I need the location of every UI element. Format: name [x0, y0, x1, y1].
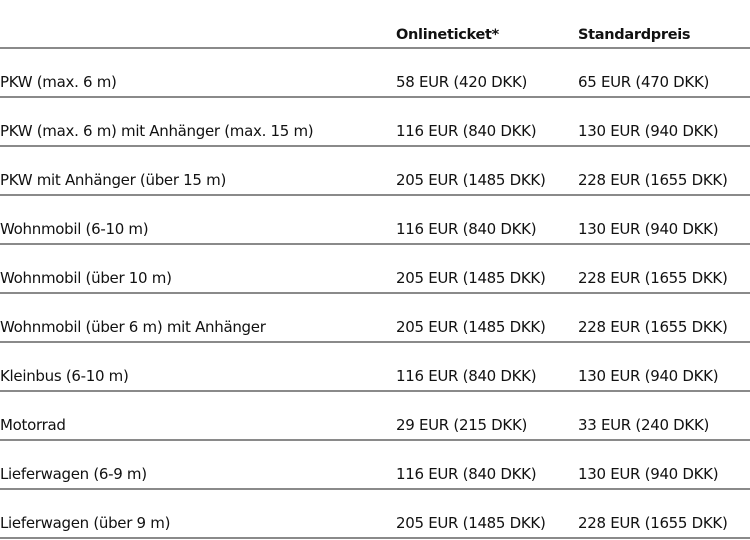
standard-price-cell: 228 EUR (1655 DKK)	[578, 171, 728, 189]
standard-price-cell: 130 EUR (940 DKK)	[578, 367, 719, 385]
online-price-cell: 205 EUR (1485 DKK)	[396, 269, 546, 287]
standard-price-cell: 228 EUR (1655 DKK)	[578, 269, 728, 287]
table-row	[0, 441, 750, 490]
online-price-cell: 116 EUR (840 DKK)	[396, 465, 537, 483]
table-row	[0, 49, 750, 98]
table-row	[0, 343, 750, 392]
online-price-cell: 116 EUR (840 DKK)	[396, 122, 537, 140]
online-price-cell: 205 EUR (1485 DKK)	[396, 171, 546, 189]
table-row	[0, 147, 750, 196]
standard-price-cell: 33 EUR (240 DKK)	[578, 416, 710, 434]
vehicle-cell: Wohnmobil (über 10 m)	[0, 269, 172, 287]
standard-price-cell: 130 EUR (940 DKK)	[578, 122, 719, 140]
vehicle-cell: PKW mit Anhänger (über 15 m)	[0, 171, 226, 189]
standard-price-cell: 228 EUR (1655 DKK)	[578, 318, 728, 336]
table-row	[0, 294, 750, 343]
online-price-cell: 116 EUR (840 DKK)	[396, 220, 537, 238]
table-row	[0, 98, 750, 147]
table-header	[0, 0, 750, 49]
table-row	[0, 490, 750, 539]
standard-price-cell: 65 EUR (470 DKK)	[578, 73, 710, 91]
standard-price-cell: 130 EUR (940 DKK)	[578, 465, 719, 483]
standard-price-cell: 130 EUR (940 DKK)	[578, 220, 719, 238]
table-row	[0, 392, 750, 441]
vehicle-cell: Lieferwagen (über 9 m)	[0, 514, 171, 532]
header-online-ticket: Onlineticket*	[396, 27, 499, 43]
online-price-cell: 205 EUR (1485 DKK)	[396, 318, 546, 336]
vehicle-cell: Wohnmobil (6-10 m)	[0, 220, 149, 238]
standard-price-cell: 228 EUR (1655 DKK)	[578, 514, 728, 532]
online-price-cell: 116 EUR (840 DKK)	[396, 367, 537, 385]
vehicle-cell: Lieferwagen (6-9 m)	[0, 465, 147, 483]
header-vehicle	[0, 43, 396, 47]
online-price-cell: 29 EUR (215 DKK)	[396, 416, 528, 434]
header-standard-price: Standardpreis	[578, 27, 691, 43]
vehicle-cell: Wohnmobil (über 6 m) mit Anhänger	[0, 318, 266, 336]
table-row	[0, 245, 750, 294]
table-row	[0, 196, 750, 245]
vehicle-cell: Kleinbus (6-10 m)	[0, 367, 129, 385]
online-price-cell: 205 EUR (1485 DKK)	[396, 514, 546, 532]
vehicle-cell: PKW (max. 6 m)	[0, 73, 117, 91]
vehicle-cell: Motorrad	[0, 416, 66, 434]
online-price-cell: 58 EUR (420 DKK)	[396, 73, 528, 91]
vehicle-cell: PKW (max. 6 m) mit Anhänger (max. 15 m)	[0, 122, 314, 140]
